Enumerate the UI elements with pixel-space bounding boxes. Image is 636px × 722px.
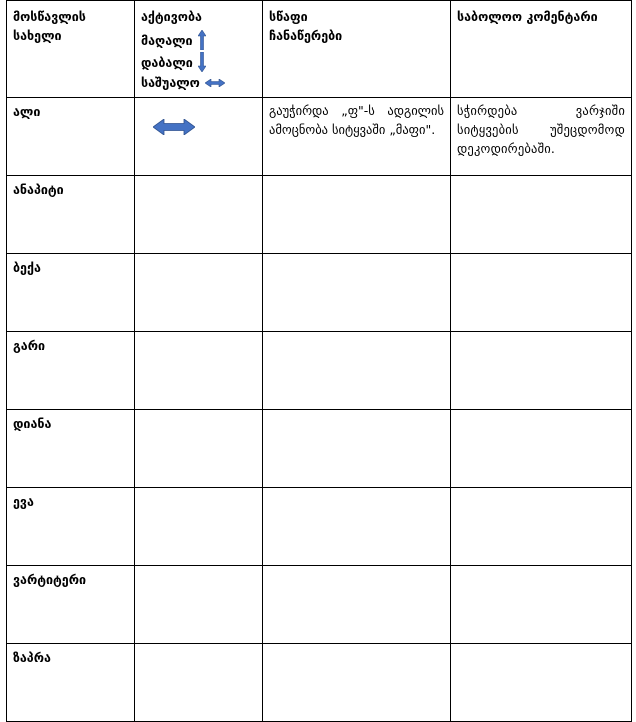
table-row <box>7 566 632 644</box>
activity-medium-label: საშუალო <box>141 75 200 90</box>
arrow-up-icon <box>198 30 206 50</box>
header-student-name-text: მოსწავლის სახელი <box>13 9 86 43</box>
final-comment-cell <box>451 488 632 566</box>
final-comment-cell <box>451 410 632 488</box>
arrow-down-icon <box>198 52 206 72</box>
header-final-comment <box>451 1 632 98</box>
table-row <box>7 98 632 176</box>
table-row <box>7 176 632 254</box>
table-row <box>7 332 632 410</box>
student-name: გარი <box>7 332 135 410</box>
activity-cell <box>135 488 263 566</box>
header-student-name <box>7 1 135 98</box>
activity-low-label: დაბალი <box>141 54 193 70</box>
quick-note-cell <box>263 644 451 722</box>
activity-high-legend <box>141 30 256 50</box>
activity-cell <box>135 410 263 488</box>
activity-cell <box>135 98 263 176</box>
student-name: ანაპიტი <box>7 176 135 254</box>
student-name: ევა <box>7 488 135 566</box>
header-activity-title: აქტივობა <box>141 9 202 24</box>
header-final-comment-text: საბოლოო კომენტარი <box>457 9 598 24</box>
header-row <box>7 1 632 98</box>
activity-cell <box>135 176 263 254</box>
final-comment-cell <box>451 644 632 722</box>
quick-note-cell <box>263 488 451 566</box>
arrow-left-right-icon <box>153 119 195 135</box>
quick-note-cell <box>263 254 451 332</box>
student-activity-table <box>6 0 632 722</box>
arrow-left-right-icon <box>205 79 225 87</box>
table-row <box>7 410 632 488</box>
activity-cell <box>135 332 263 410</box>
student-name: ვარტიტერი <box>7 566 135 644</box>
final-comment-cell <box>451 176 632 254</box>
student-name: ალი <box>7 98 135 176</box>
activity-cell <box>135 254 263 332</box>
activity-cell <box>135 566 263 644</box>
activity-high-label: მაღალი <box>141 32 193 48</box>
activity-cell <box>135 644 263 722</box>
activity-low-legend <box>141 52 256 72</box>
table-row <box>7 488 632 566</box>
student-name: ზაპრა <box>7 644 135 722</box>
quick-note-cell <box>263 566 451 644</box>
header-quick-notes <box>263 1 451 98</box>
final-comment-cell <box>451 566 632 644</box>
quick-note-cell <box>263 410 451 488</box>
student-name: დიანა <box>7 410 135 488</box>
table-row <box>7 254 632 332</box>
final-comment-cell <box>451 332 632 410</box>
table-row <box>7 644 632 722</box>
final-comment-cell: სჭირდება ვარჯიში სიტყვების უშეცდომოდ დეკოდირებაში. <box>451 98 632 176</box>
quick-note-cell <box>263 176 451 254</box>
final-comment-cell <box>451 254 632 332</box>
quick-note-cell: გაუჭირდა „ფ"-ს ადგილის ამოცნობა სიტყვაში „მაფი". <box>263 98 451 176</box>
quick-note-cell <box>263 332 451 410</box>
student-name: ბექა <box>7 254 135 332</box>
header-quick-notes-text: სწაფი ჩანაწერები <box>269 9 343 43</box>
header-activity <box>135 1 263 98</box>
activity-medium-legend <box>141 73 256 92</box>
